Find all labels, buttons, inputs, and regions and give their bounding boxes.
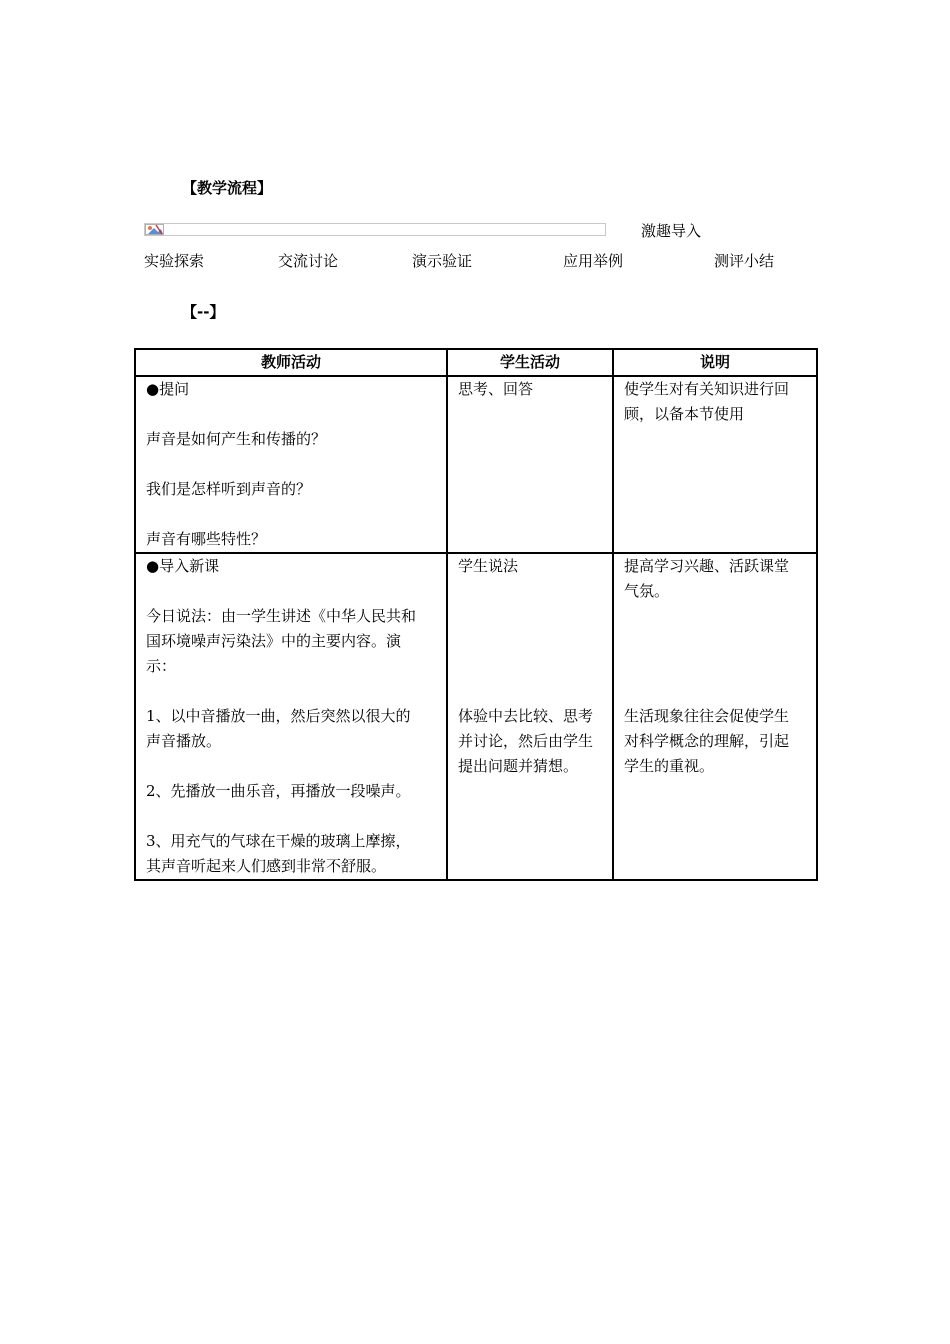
teacher-text: ●提问 [146, 380, 190, 398]
table-row [135, 376, 817, 553]
teacher-text: 2、先播放一曲乐音，再播放一段噪声。 [146, 782, 411, 800]
teacher-text: 示： [146, 657, 177, 675]
flow-step-intro: 激趣导入 [641, 222, 702, 240]
student-text: 并讨论，然后由学生 [458, 732, 594, 750]
note-text: 提高学习兴趣、活跃课堂 [624, 557, 790, 575]
teacher-cell [135, 553, 447, 880]
teacher-text: 我们是怎样听到声音的？ [146, 480, 312, 498]
teacher-text: 国环境噪声污染法》中的主要内容。演 [146, 632, 402, 650]
header-note: 说明 [613, 349, 817, 376]
note-text: 对科学概念的理解，引起 [624, 732, 790, 750]
flow-step-5: 测评小结 [714, 252, 775, 270]
flow-diagram-image [144, 223, 606, 236]
flow-step-4: 应用举例 [563, 252, 624, 270]
note-text: 气氛。 [624, 582, 670, 600]
flow-step-2: 交流讨论 [278, 252, 339, 270]
teacher-text: 其声音听起来人们感到非常不舒服。 [146, 857, 387, 875]
student-cell [447, 553, 613, 880]
teacher-text: 声音有哪些特性？ [146, 530, 267, 548]
flow-step-3: 演示验证 [412, 252, 473, 270]
header-student: 学生活动 [447, 349, 613, 376]
note-text: 使学生对有关知识进行回 [624, 380, 790, 398]
table-header-row [135, 349, 817, 376]
teacher-cell [135, 376, 447, 553]
note-text: 顾，以备本节使用 [624, 405, 745, 423]
student-text: 体验中去比较、思考 [458, 707, 594, 725]
teacher-text: 3、用充气的气球在干燥的玻璃上摩擦， [146, 832, 411, 850]
broken-image-icon [145, 224, 164, 235]
student-text: 学生说法 [458, 557, 519, 575]
student-text: 思考、回答 [458, 380, 534, 398]
teacher-text: 声音播放。 [146, 732, 222, 750]
teacher-text: 声音是如何产生和传播的？ [146, 430, 327, 448]
teacher-text: ●导入新课 [146, 557, 220, 575]
student-text: 提出问题并猜想。 [458, 757, 579, 775]
note-cell [613, 376, 817, 553]
lesson-table [134, 348, 818, 881]
section-title: 【教学流程】 [182, 179, 273, 197]
note-text: 生活现象往往会促使学生 [624, 707, 790, 725]
note-text: 学生的重视。 [624, 757, 715, 775]
sub-title: 【--】 [182, 303, 225, 321]
table-row [135, 553, 817, 880]
teacher-text: 1、以中音播放一曲，然后突然以很大的 [146, 707, 411, 725]
teacher-text: 今日说法：由一学生讲述《中华人民共和 [146, 607, 417, 625]
header-teacher: 教师活动 [135, 349, 447, 376]
note-cell [613, 553, 817, 880]
student-cell [447, 376, 613, 553]
flow-step-1: 实验探索 [144, 252, 205, 270]
